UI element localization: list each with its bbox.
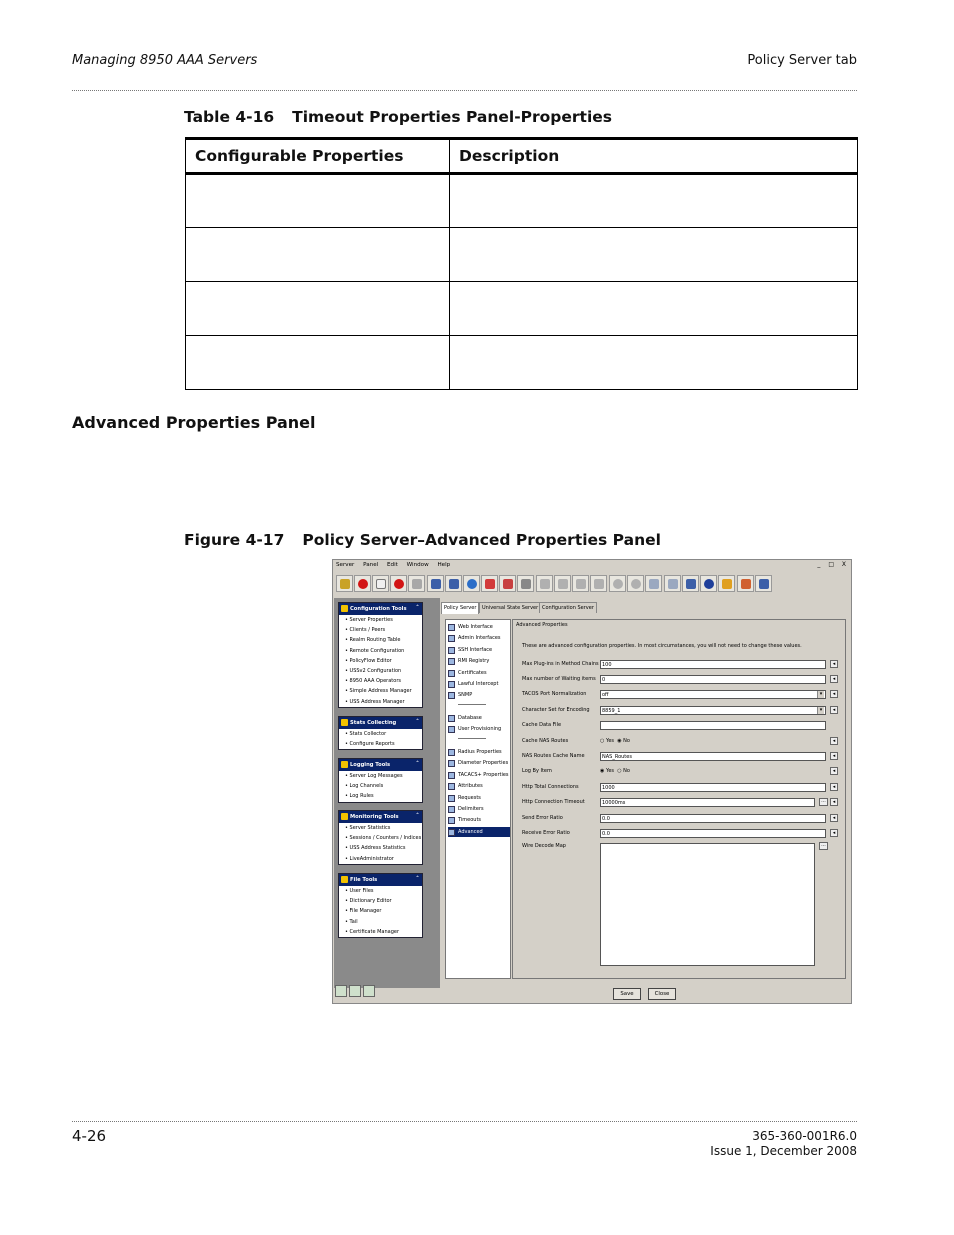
menu-server[interactable]: Server bbox=[336, 562, 355, 568]
field-row: Max number of Waiting items 0 ◂ bbox=[522, 675, 842, 685]
text-input[interactable] bbox=[600, 721, 826, 730]
table-cell bbox=[450, 174, 858, 228]
radio-group[interactable]: ○ Yes ◉ No bbox=[600, 738, 630, 744]
side-button[interactable]: ◂ bbox=[830, 814, 838, 822]
column-header-description: Description bbox=[450, 139, 858, 174]
snmp-icon bbox=[448, 692, 455, 699]
running-header-right: Policy Server tab bbox=[747, 53, 857, 68]
collapse-icon[interactable]: ˆ bbox=[416, 605, 419, 612]
side-button[interactable]: ◂ bbox=[830, 767, 838, 775]
wire-decode-map-textarea[interactable] bbox=[600, 843, 815, 966]
tree-separator bbox=[458, 704, 486, 705]
side-button[interactable]: ◂ bbox=[830, 690, 838, 698]
text-input[interactable]: 0.0 bbox=[600, 829, 826, 838]
side-button[interactable]: ◂ bbox=[830, 783, 838, 791]
group-header[interactable]: File Tools ˆ bbox=[339, 874, 422, 886]
sidebar-item[interactable]: • Dictionary Editor bbox=[339, 896, 422, 906]
admin-icon bbox=[448, 635, 455, 642]
database-icon bbox=[448, 715, 455, 722]
tab-policy-server[interactable]: Policy Server bbox=[441, 602, 479, 614]
side-button[interactable]: ◂ bbox=[830, 829, 838, 837]
certificate-icon bbox=[448, 670, 455, 677]
group-header[interactable]: Stats Collecting ˆ bbox=[339, 717, 422, 729]
menu-bar bbox=[333, 560, 851, 571]
monitoring-icon bbox=[341, 813, 348, 820]
stats-icon bbox=[341, 719, 348, 726]
attributes-icon bbox=[448, 783, 455, 790]
requests-icon bbox=[448, 795, 455, 802]
context-help-icon[interactable] bbox=[718, 575, 735, 592]
field-row: Send Error Ratio 0.0 ◂ bbox=[522, 814, 842, 824]
side-button[interactable]: ◂ bbox=[830, 660, 838, 668]
sidebar-item[interactable]: • 8950 AAA Operators bbox=[339, 676, 422, 686]
help-icon[interactable] bbox=[700, 575, 717, 592]
table-cell bbox=[450, 336, 858, 390]
table-row bbox=[186, 228, 858, 282]
sidebar-group-stats-collecting bbox=[338, 716, 423, 750]
advanced-properties-panel bbox=[512, 619, 846, 979]
delimiters-icon bbox=[448, 806, 455, 813]
radius-icon bbox=[448, 749, 455, 756]
monitor-icon[interactable] bbox=[682, 575, 699, 592]
tree-item[interactable]: Lawful Intercept bbox=[448, 679, 510, 689]
sidebar-item[interactable]: • Certificate Manager bbox=[339, 927, 422, 937]
field-row: Character Set for Encoding 8859_1 ▾ ◂ bbox=[522, 706, 842, 716]
sidebar-item[interactable]: • Realm Routing Table bbox=[339, 635, 422, 645]
field-row: Cache Data File bbox=[522, 721, 842, 731]
copy-icon[interactable] bbox=[572, 575, 589, 592]
sidebar-item[interactable]: • Server Statistics bbox=[339, 823, 422, 833]
tree-item[interactable]: User Provisioning bbox=[448, 724, 510, 734]
save-button[interactable]: Save bbox=[613, 988, 641, 1000]
tree-item[interactable]: Delimiters bbox=[448, 804, 510, 814]
delete-icon[interactable] bbox=[481, 575, 498, 592]
page-number: 4-26 bbox=[72, 1127, 107, 1145]
sidebar-item[interactable]: • USSv2 Configuration bbox=[339, 666, 422, 676]
cut-icon[interactable] bbox=[408, 575, 425, 592]
running-header-left: Managing 8950 AAA Servers bbox=[72, 53, 258, 68]
group-header[interactable]: Logging Tools ˆ bbox=[339, 759, 422, 771]
user-icon bbox=[448, 726, 455, 733]
table-cell bbox=[186, 282, 450, 336]
tree-item[interactable]: Diameter Properties bbox=[448, 758, 510, 768]
sidebar-item[interactable]: • Log Rules bbox=[339, 791, 422, 801]
intercept-icon bbox=[448, 681, 455, 688]
find-next-icon[interactable] bbox=[627, 575, 644, 592]
sidebar-item[interactable]: • User Files bbox=[339, 886, 422, 896]
tree-item[interactable]: Timeouts bbox=[448, 815, 510, 825]
toolbar bbox=[334, 573, 852, 596]
figure-caption bbox=[184, 531, 661, 549]
tree-item[interactable]: SSH Interface bbox=[448, 645, 510, 655]
chevron-down-icon[interactable]: ▾ bbox=[817, 691, 824, 698]
table-cell bbox=[450, 228, 858, 282]
table-row bbox=[186, 336, 858, 390]
side-button[interactable]: ◂ bbox=[830, 798, 838, 806]
stop-icon[interactable] bbox=[390, 575, 407, 592]
sidebar-group-monitoring-tools bbox=[338, 810, 423, 865]
tree-item[interactable]: Requests bbox=[448, 793, 510, 803]
radio-group[interactable]: ◉ Yes ○ No bbox=[600, 768, 630, 774]
table-cell bbox=[186, 228, 450, 282]
text-input[interactable]: 100 bbox=[600, 660, 826, 669]
select-input[interactable]: off ▾ bbox=[600, 690, 826, 699]
group-header[interactable]: Monitoring Tools ˆ bbox=[339, 811, 422, 823]
sidebar bbox=[334, 598, 440, 988]
section-title: Advanced Properties Panel bbox=[72, 413, 316, 432]
find-icon[interactable] bbox=[609, 575, 626, 592]
paste-icon[interactable] bbox=[590, 575, 607, 592]
sidebar-item[interactable]: • Sessions / Counters / Indices bbox=[339, 833, 422, 843]
collapse-icon[interactable]: ˆ bbox=[416, 876, 419, 883]
record-icon[interactable] bbox=[354, 575, 371, 592]
sidebar-item[interactable]: • Server Log Messages bbox=[339, 771, 422, 781]
sidebar-item[interactable]: • Stats Collector bbox=[339, 729, 422, 739]
app-screenshot bbox=[332, 559, 852, 1004]
sidebar-group-logging-tools bbox=[338, 758, 423, 803]
field-row: Http Connection Timeout 10000ms ... ◂ bbox=[522, 798, 842, 808]
sidebar-item[interactable]: • Configure Reports bbox=[339, 739, 422, 749]
lock-icon bbox=[448, 647, 455, 654]
browse-button[interactable]: ... bbox=[819, 798, 828, 806]
sidebar-item[interactable]: • Server Properties bbox=[339, 615, 422, 625]
properties-icon[interactable] bbox=[664, 575, 681, 592]
text-input[interactable]: 0.0 bbox=[600, 814, 826, 823]
tree-item[interactable]: TACACS+ Properties bbox=[448, 770, 510, 780]
footer-doc-info bbox=[710, 1129, 857, 1158]
configuration-tools-icon bbox=[341, 605, 348, 612]
sidebar-item[interactable]: • Simple Address Manager bbox=[339, 686, 422, 696]
sidebar-item[interactable]: • USS Address Statistics bbox=[339, 843, 422, 853]
collapse-icon[interactable]: ˆ bbox=[416, 813, 419, 820]
sidebar-group-file-tools bbox=[338, 873, 423, 938]
tab-configuration-server[interactable]: Configuration Server bbox=[539, 602, 597, 613]
sidebar-item[interactable]: • Log Channels bbox=[339, 781, 422, 791]
tools-icon[interactable] bbox=[737, 575, 754, 592]
tree-item[interactable]: Web Interface bbox=[448, 622, 510, 632]
field-row: Log By Item ◉ Yes ○ No ◂ bbox=[522, 767, 842, 777]
field-row: Receive Error Ratio 0.0 ◂ bbox=[522, 829, 842, 839]
tree-item[interactable]: SNMP bbox=[448, 690, 510, 700]
collapse-icon[interactable]: ˆ bbox=[416, 719, 419, 726]
tree-item[interactable]: Certificates bbox=[448, 668, 510, 678]
table-title: Timeout Properties Panel-Properties bbox=[292, 108, 613, 126]
status-icon[interactable] bbox=[335, 985, 347, 997]
menu-help[interactable]: Help bbox=[437, 562, 451, 568]
text-input[interactable]: 0 bbox=[600, 675, 826, 684]
sidebar-item[interactable]: • Tail bbox=[339, 917, 422, 927]
tree-separator bbox=[458, 738, 486, 739]
field-row: Http Total Connections 1000 ◂ bbox=[522, 783, 842, 793]
table-row bbox=[186, 282, 858, 336]
tree-item[interactable]: Admin Interfaces bbox=[448, 633, 510, 643]
field-row: Wire Decode Map ... bbox=[522, 842, 842, 852]
tacacs-icon bbox=[448, 772, 455, 779]
status-icon[interactable] bbox=[349, 985, 361, 997]
field-row: Cache NAS Routes ○ Yes ◉ No ◂ bbox=[522, 737, 842, 747]
menu-edit[interactable]: Edit bbox=[387, 562, 398, 568]
properties-tree bbox=[445, 619, 511, 979]
remove-icon[interactable] bbox=[499, 575, 516, 592]
footer-rule bbox=[72, 1121, 857, 1122]
side-button[interactable]: ◂ bbox=[830, 737, 838, 745]
issue-date: Issue 1, December 2008 bbox=[710, 1143, 857, 1158]
logging-icon bbox=[341, 761, 348, 768]
print-icon[interactable] bbox=[517, 575, 534, 592]
sidebar-item[interactable]: • Remote Configuration bbox=[339, 646, 422, 656]
sidebar-item[interactable]: • LiveAdministrator bbox=[339, 854, 422, 864]
sidebar-item[interactable]: • USS Address Manager bbox=[339, 697, 422, 707]
save-as-icon[interactable] bbox=[445, 575, 462, 592]
connect-icon[interactable] bbox=[336, 575, 353, 592]
column-header-configurable-properties: Configurable Properties bbox=[186, 139, 450, 174]
save-icon[interactable] bbox=[427, 575, 444, 592]
chevron-down-icon[interactable]: ▾ bbox=[817, 707, 824, 714]
window-controls[interactable]: _ □ X bbox=[817, 561, 849, 568]
settings-icon[interactable] bbox=[645, 575, 662, 592]
scissors-icon[interactable] bbox=[554, 575, 571, 592]
group-header[interactable]: Configuration Tools ˆ bbox=[339, 603, 422, 615]
table-cell bbox=[186, 174, 450, 228]
tree-item[interactable]: RMI Registry bbox=[448, 656, 510, 666]
figure-title: Policy Server–Advanced Properties Panel bbox=[302, 531, 661, 549]
table-cell bbox=[186, 336, 450, 390]
text-input[interactable]: 1000 bbox=[600, 783, 826, 792]
sidebar-item[interactable]: • Clients / Peers bbox=[339, 625, 422, 635]
tab-universal-state-server[interactable]: Universal State Server bbox=[479, 602, 541, 613]
tree-item[interactable]: Database bbox=[448, 713, 510, 723]
diameter-icon bbox=[448, 760, 455, 767]
advanced-icon bbox=[448, 829, 455, 836]
document-icon[interactable] bbox=[372, 575, 389, 592]
document-number: 365-360-001R6.0 bbox=[752, 1129, 857, 1143]
menu-window[interactable]: Window bbox=[406, 562, 429, 568]
tree-item[interactable]: Attributes bbox=[448, 781, 510, 791]
collapse-icon[interactable]: ˆ bbox=[416, 761, 419, 768]
field-row: NAS Routes Cache Name NAS_Routes ◂ bbox=[522, 752, 842, 762]
status-icon[interactable] bbox=[363, 985, 375, 997]
text-input[interactable]: NAS_Routes bbox=[600, 752, 826, 761]
panel-legend: Advanced Properties bbox=[516, 622, 568, 628]
panel-intro: These are advanced configuration properties. In most circumstances, you will not need to change these values. bbox=[522, 643, 802, 649]
browse-button[interactable]: ... bbox=[819, 842, 828, 850]
side-button[interactable]: ◂ bbox=[830, 752, 838, 760]
select-input[interactable]: 8859_1 ▾ bbox=[600, 706, 826, 715]
sync-icon[interactable] bbox=[536, 575, 553, 592]
field-row: TACOS Port Normalization off ▾ ◂ bbox=[522, 690, 842, 700]
field-row: Max Plug-ins in Method Chains 100 ◂ bbox=[522, 660, 842, 670]
sidebar-item[interactable]: • File Manager bbox=[339, 906, 422, 916]
timeouts-icon bbox=[448, 817, 455, 824]
table-number: Table 4-16 bbox=[184, 108, 275, 126]
registry-icon bbox=[448, 658, 455, 665]
menu-panel[interactable]: Panel bbox=[363, 562, 379, 568]
side-button[interactable]: ◂ bbox=[830, 675, 838, 683]
header-rule bbox=[72, 90, 857, 91]
tree-item[interactable]: Radius Properties bbox=[448, 747, 510, 757]
web-icon bbox=[448, 624, 455, 631]
text-input[interactable]: 10000ms bbox=[600, 798, 815, 807]
side-button[interactable]: ◂ bbox=[830, 706, 838, 714]
refresh-icon[interactable] bbox=[463, 575, 480, 592]
properties-table bbox=[185, 137, 858, 390]
close-button[interactable]: Close bbox=[648, 988, 676, 1000]
database-icon[interactable] bbox=[755, 575, 772, 592]
table-cell bbox=[450, 282, 858, 336]
file-tools-icon bbox=[341, 876, 348, 883]
status-icons bbox=[335, 985, 377, 1001]
sidebar-item[interactable]: • PolicyFlow Editor bbox=[339, 656, 422, 666]
table-row bbox=[186, 174, 858, 228]
tree-item-selected[interactable]: Advanced bbox=[448, 827, 510, 837]
sidebar-group-configuration-tools bbox=[338, 602, 423, 708]
figure-number: Figure 4-17 bbox=[184, 531, 285, 549]
table-caption bbox=[184, 108, 612, 126]
